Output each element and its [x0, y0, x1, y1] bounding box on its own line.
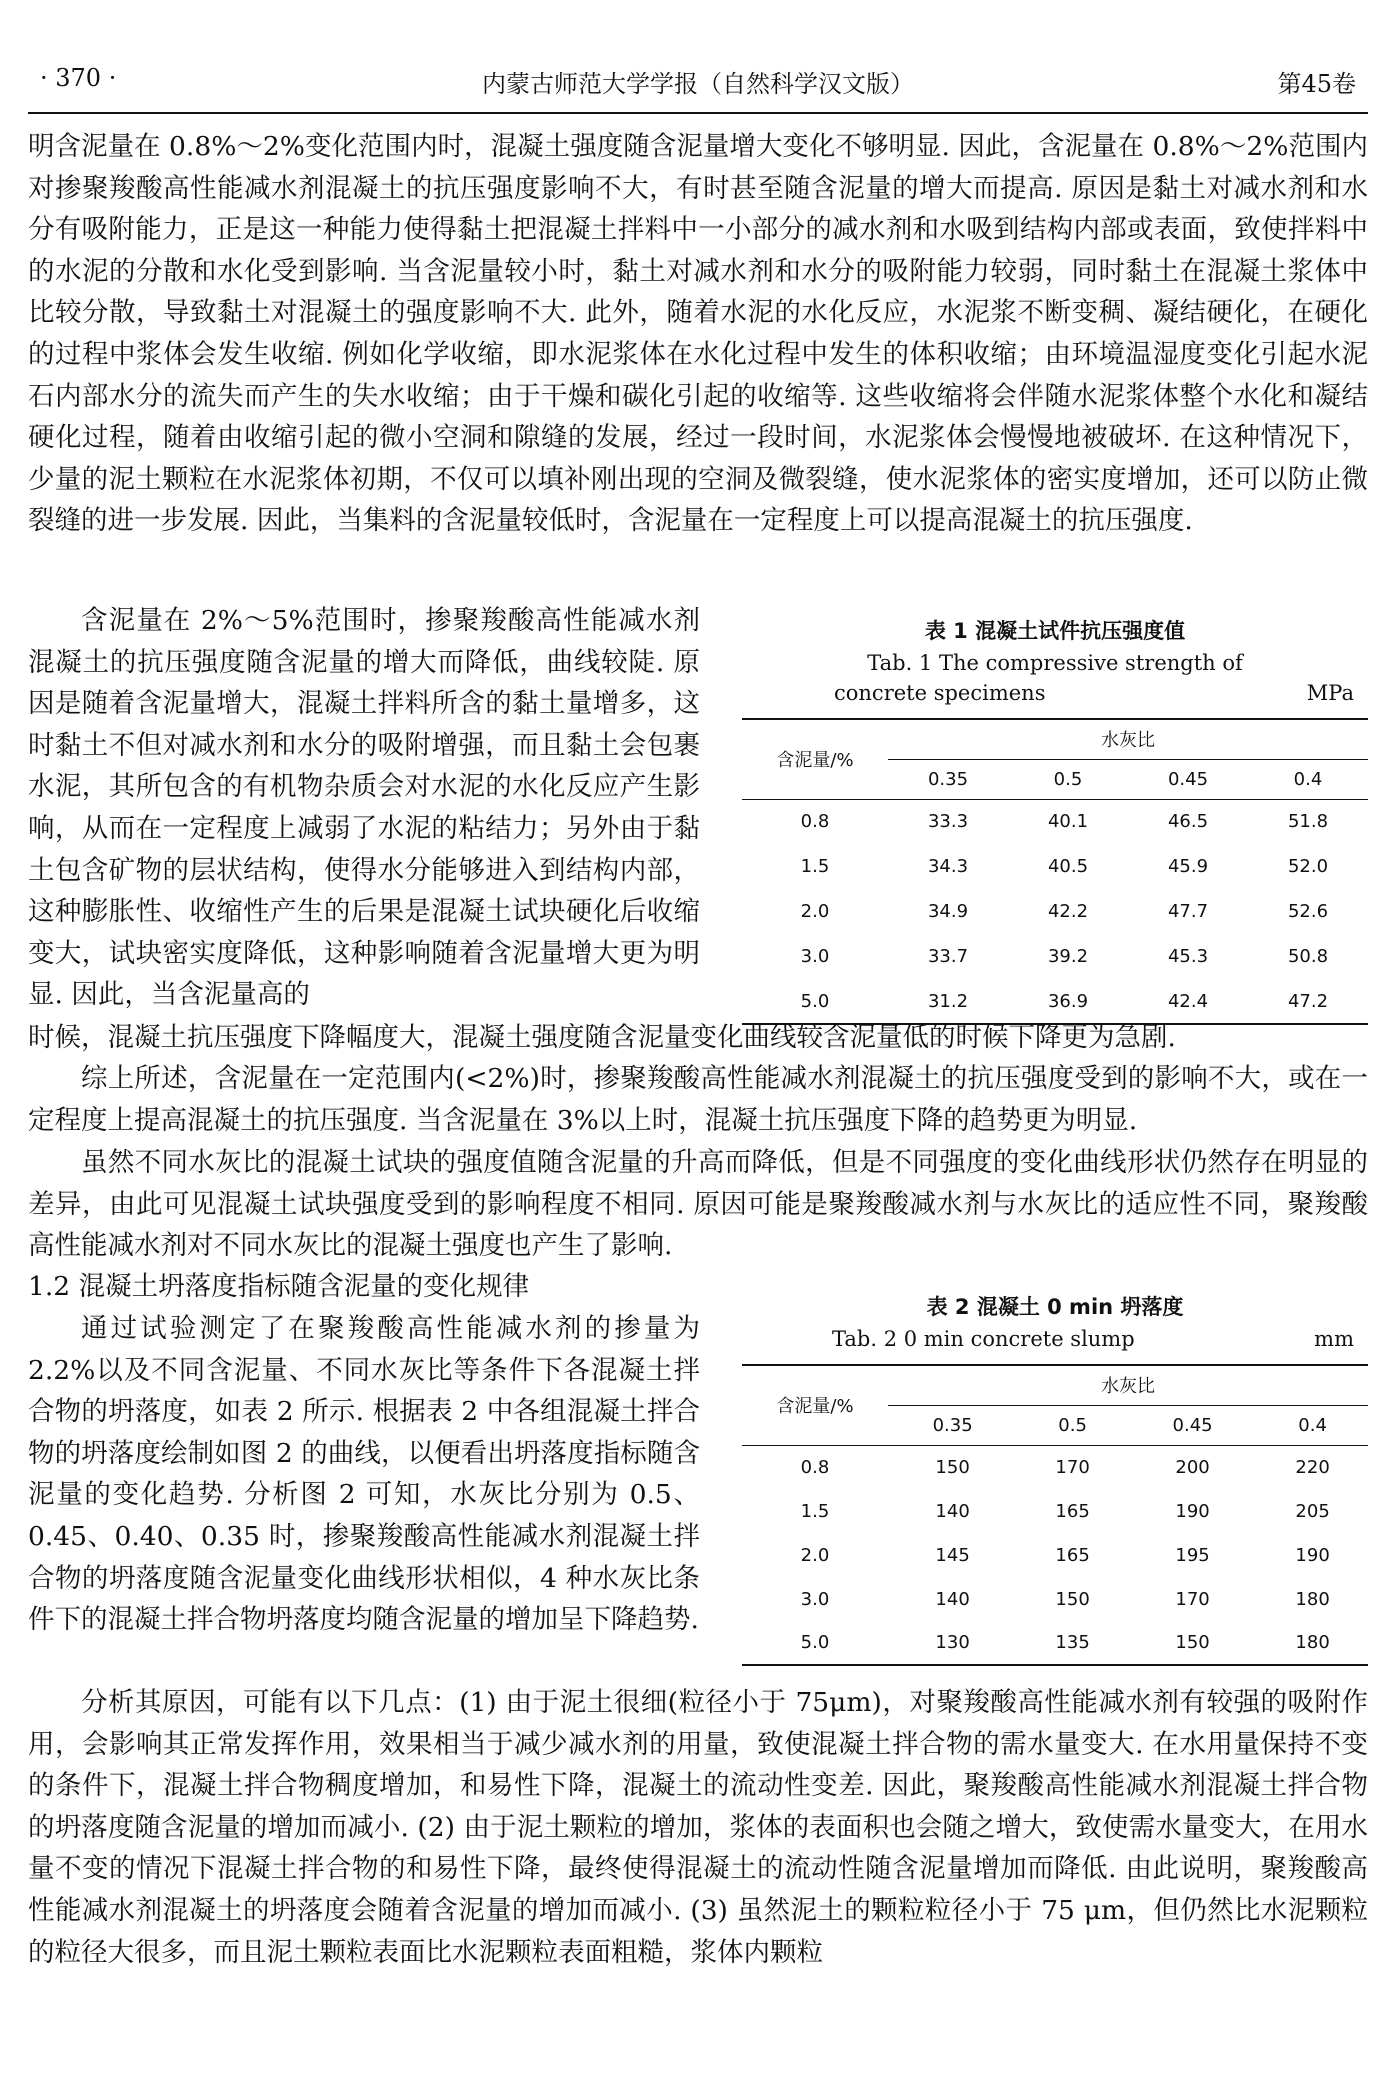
paragraph-6: 分析其原因，可能有以下几点：(1) 由于泥土很细(粒径小于 75μm)，对聚羧酸高性能减水剂有较强的吸附作用，会影响其正常发挥作用，效果相当于减少减水剂的用量，致使混凝土拌合物的需水量变大. 在水用量保持不变的条件下，混凝土拌合物稠度增加，和易性下降，混凝土的流动性变差. 因此，聚羧酸高性能减水剂混凝土拌合物的坍落度随含泥量的增加而减小. (2) 由于泥土颗粒的增加，浆体的表面积也会随之增大，致使需水量变大，在用水量不变的情况下混凝土拌合物的和易性下降，最终使得混凝土的流动性随含泥量增加而降低. 由此说明，聚羧酸高性能减水剂混凝土的坍落度会随着含泥量的增加而减小. (3) 虽然泥土的颗粒粒径小于 75 μm，但仍然比水泥颗粒的粒径大很多，而且泥土颗粒表面比水泥颗粒表面粗糙，浆体内颗粒 [28, 1687, 1368, 1968]
table-cell: 31.2 [888, 979, 1008, 1024]
paragraph-1: 明含泥量在 0.8%～2%变化范围内时，混凝土强度随含泥量增大变化不够明显. 因此，含泥量在 0.8%～2%范围内对掺聚羧酸高性能减水剂混凝土的抗压强度影响不大，有时甚至随含泥量的增大而提高. 原因是黏土对减水剂和水分有吸附能力，正是这一种能力使得黏土把混凝土拌料中一小部分的减水剂和水吸到结构内部或表面，致使拌料中的水泥的分散和水化受到影响. 当含泥量较小时，黏土对减水剂和水分的吸附能力较弱，同时黏土在混凝土浆体中比较分散，导致黏土对混凝土的强度影响不大. 此外，随着水泥的水化反应，水泥浆不断变稠、凝结硬化，在硬化的过程中浆体会发生收缩. 例如化学收缩，即水泥浆体在水化过程中发生的体积收缩；由环境温湿度变化引起水泥石内部水分的流失而产生的失水收缩；由于干燥和碳化引起的收缩等. 这些收缩将会伴随水泥浆体整个水化和凝结硬化过程，随着由收缩引起的微小空洞和隙缝的发展，经过一段时间，水泥浆体会慢慢地被破坏. 在这种情况下，少量的泥土颗粒在水泥浆体初期，不仅可以填补刚出现的空洞及微裂缝，使水泥浆体的密实度增加，还可以防止微裂缝的进一步发展. 因此，当集料的含泥量较低时，含泥量在一定程度上可以提高混凝土的抗压强度. [28, 131, 1368, 537]
table-1 [742, 614, 1368, 1025]
table-1-grid [742, 718, 1368, 1025]
table-1-row-header: 含泥量/% [742, 719, 888, 799]
table-2-unit: mm [1314, 1327, 1354, 1351]
table-cell: 42.2 [1047, 901, 1089, 922]
table-cell: 165 [1055, 1544, 1090, 1566]
table-cell: 205 [1295, 1500, 1330, 1522]
paragraph-3: 综上所述，含泥量在一定范围内(<2%)时，掺聚羧酸高性能减水剂混凝土的抗压强度受到的影响不大，或在一定程度上提高混凝土的抗压强度. 当含泥量在 3%以上时，混凝土抗压强度下降的趋势更为明显. [28, 1063, 1368, 1136]
table-row [742, 799, 1368, 844]
paragraph-2a: 含泥量在 2%～5%范围时，掺聚羧酸高性能减水剂混凝土的抗压强度随含泥量的增大而降低，曲线较陡. 原因是随着含泥量增大，混凝土拌料所含的黏土量增多，这时黏土不但对减水剂和水分的吸附增强，而且黏土会包裹水泥，其所包含的有机物杂质会对水泥的水化反应产生影响，从而在一定程度上减弱了水泥的粘结力；另外由于黏土包含矿物的层状结构，使得水分能够进入到结构内部，这种膨胀性、收缩性产生的后果是混凝土试块硬化后收缩变大，试块密实度降低，这种影响随着含泥量增大更为明显. 因此，当含泥量高的 [28, 605, 700, 1011]
running-header [28, 60, 1368, 100]
table-cell: 36.9 [1008, 979, 1128, 1024]
table-1-caption-en-line2 [742, 678, 1368, 708]
table-cell: 0.8 [800, 1456, 830, 1478]
table-2-grid [742, 1364, 1368, 1666]
table-cell: 0.8 [800, 811, 830, 833]
table-cell: 45.9 [1167, 856, 1209, 877]
table-cell: 135 [1017, 1621, 1128, 1665]
table-cell: 52.0 [1287, 856, 1329, 877]
table-2-col-header: 0.35 [888, 1405, 1017, 1445]
table-2-caption-cn: 表 2 混凝土 0 min 坍落度 [926, 1295, 1184, 1319]
table-row [742, 1445, 1368, 1489]
table-2-row-header: 含泥量/% [742, 1365, 888, 1445]
table-cell: 140 [935, 1500, 970, 1522]
section-heading: 1.2 混凝土坍落度指标随含泥量的变化规律 [28, 1271, 530, 1302]
table-cell: 220 [1295, 1456, 1330, 1478]
table-row [742, 979, 1368, 1024]
table-cell: 47.7 [1167, 901, 1209, 922]
paragraph-2b: 时候，混凝土抗压强度下降幅度大，混凝土强度随含泥量变化曲线较含泥量低的时候下降更为急剧. [28, 1022, 1176, 1053]
table-1-group-header: 水灰比 [888, 719, 1368, 759]
table-row [742, 1533, 1368, 1577]
table-1-caption-en-line1: Tab. 1 The compressive strength of [867, 651, 1243, 675]
table-cell: 3.0 [800, 946, 830, 967]
table-2-col-header: 0.45 [1128, 1405, 1257, 1445]
table-cell: 40.1 [1047, 811, 1089, 833]
table-2-col-header: 0.5 [1017, 1405, 1128, 1445]
paragraph-4: 虽然不同水灰比的混凝土试块的强度值随含泥量的升高而降低，但是不同强度的变化曲线形状仍然存在明显的差异，由此可见混凝土试块强度受到的影响程度不相同. 原因可能是聚羧酸减水剂与水灰比的适应性不同，聚羧酸高性能减水剂对不同水灰比的混凝土强度也产生了影响. [28, 1147, 1368, 1262]
table-row [742, 1621, 1368, 1665]
table-cell: 130 [888, 1621, 1017, 1665]
journal-title: 内蒙古师范大学学报（自然科学汉文版） [482, 70, 914, 98]
page [28, 0, 1368, 2078]
table-cell: 3.0 [800, 1588, 830, 1610]
table-cell: 190 [1295, 1544, 1330, 1566]
table-cell: 5.0 [742, 979, 888, 1024]
page-number: · 370 · [40, 64, 117, 92]
table-1-unit: MPa [1306, 681, 1354, 705]
table-cell: 51.8 [1287, 811, 1329, 833]
table-row [742, 889, 1368, 934]
table-cell: 170 [1055, 1456, 1090, 1478]
table-2-group-header: 水灰比 [888, 1365, 1368, 1405]
table-1-caption-cn: 表 1 混凝土试件抗压强度值 [924, 619, 1186, 643]
table-cell: 33.3 [927, 811, 969, 833]
table-2-caption-en-text: Tab. 2 0 min concrete slump [832, 1327, 1135, 1351]
header-rule [28, 112, 1368, 114]
table-cell: 145 [935, 1544, 970, 1566]
table-cell: 5.0 [742, 1621, 888, 1665]
table-cell: 40.5 [1047, 856, 1089, 877]
table-cell: 140 [935, 1588, 970, 1610]
table-2-caption-en-line [742, 1324, 1368, 1354]
table-cell: 1.5 [800, 856, 830, 877]
table-cell: 180 [1295, 1588, 1330, 1610]
table-cell: 42.4 [1128, 979, 1248, 1024]
table-cell: 1.5 [800, 1500, 830, 1522]
table-cell: 33.7 [927, 946, 969, 967]
table-row [742, 844, 1368, 889]
table-1-col-header: 0.5 [1008, 759, 1128, 799]
table-cell: 150 [1128, 1621, 1257, 1665]
table-2-col-header: 0.4 [1257, 1405, 1368, 1445]
table-1-caption-en-text: concrete specimens [834, 681, 1046, 705]
table-cell: 165 [1055, 1500, 1090, 1522]
table-cell: 2.0 [800, 901, 830, 922]
table-cell: 34.3 [927, 856, 969, 877]
table-cell: 180 [1257, 1621, 1368, 1665]
table-cell: 200 [1175, 1456, 1210, 1478]
table-1-col-header: 0.35 [888, 759, 1008, 799]
table-cell: 170 [1175, 1588, 1210, 1610]
table-cell: 50.8 [1287, 946, 1329, 967]
table-cell: 47.2 [1248, 979, 1368, 1024]
table-row [742, 1577, 1368, 1621]
table-row [742, 934, 1368, 979]
table-cell: 190 [1175, 1500, 1210, 1522]
table-1-col-header: 0.4 [1248, 759, 1368, 799]
table-2-caption-en [742, 1324, 1368, 1354]
table-1-col-header: 0.45 [1128, 759, 1248, 799]
volume-label: 第45卷 [1277, 70, 1356, 98]
table-cell: 34.9 [927, 901, 969, 922]
table-1-caption-en [742, 648, 1368, 708]
table-cell: 45.3 [1167, 946, 1209, 967]
table-cell: 46.5 [1167, 811, 1209, 833]
table-cell: 52.6 [1287, 901, 1329, 922]
paragraph-5: 通过试验测定了在聚羧酸高性能减水剂的掺量为2.2%以及不同含泥量、不同水灰比等条件下各混凝土拌合物的坍落度，如表 2 所示. 根据表 2 中各组混凝土拌合物的坍落度绘制如图 2 的曲线，以便看出坍落度指标随含泥量的变化趋势. 分析图 2 可知，水灰比分别为 0.5、0.45、0.40、0.35 时，掺聚羧酸高性能减水剂混凝土拌合物的坍落度随含泥量变化曲线形状相似，4 种水灰比条件下的混凝土拌合物坍落度均随含泥量的增加呈下降趋势. [28, 1313, 700, 1636]
table-row [742, 1489, 1368, 1533]
table-cell: 150 [935, 1456, 970, 1478]
table-cell: 39.2 [1047, 946, 1089, 967]
table-cell: 2.0 [800, 1544, 830, 1566]
table-cell: 195 [1175, 1544, 1210, 1566]
table-2 [742, 1290, 1368, 1666]
table-cell: 150 [1055, 1588, 1090, 1610]
